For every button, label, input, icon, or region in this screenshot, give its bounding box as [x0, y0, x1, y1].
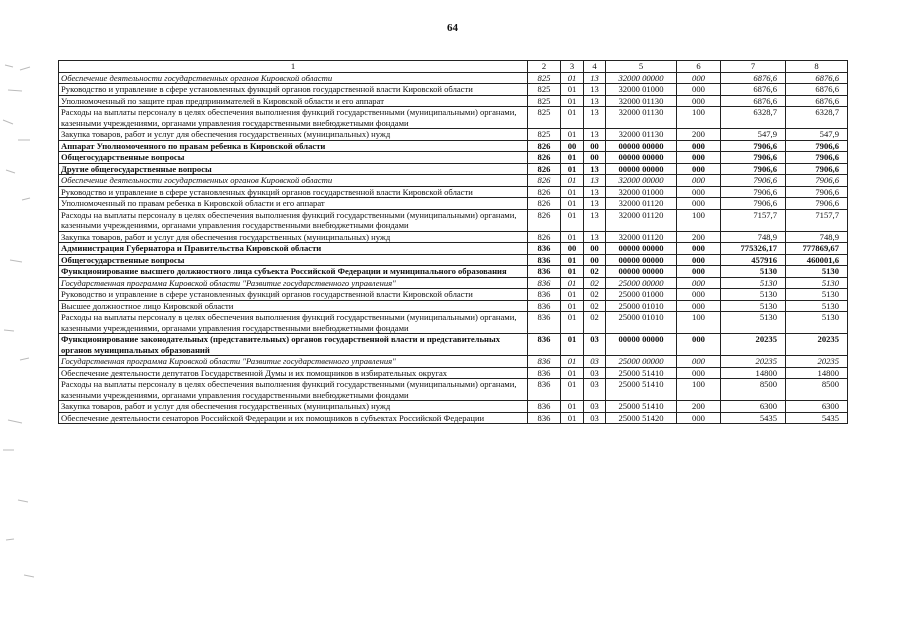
table-row	[59, 277, 848, 289]
subsection-code-cell: 00	[584, 152, 606, 164]
subsection-code-cell: 00	[584, 140, 606, 152]
header-cell: 8	[786, 61, 848, 73]
subsection-code-cell: 13	[584, 129, 606, 141]
table-row	[59, 152, 848, 164]
amount-year1-cell: 748,9	[721, 231, 786, 243]
target-article-cell: 32000 01120	[606, 198, 677, 210]
section-code-cell: 01	[561, 107, 584, 129]
item-name-cell: Общегосударственные вопросы	[59, 152, 528, 164]
item-name-cell: Закупка товаров, работ и услуг для обеспечения государственных (муниципальных) нужд	[59, 231, 528, 243]
subsection-code-cell: 03	[584, 412, 606, 424]
expense-type-cell: 100	[677, 107, 721, 129]
table-row	[59, 266, 848, 278]
ministry-code-cell: 836	[528, 254, 561, 266]
expense-type-cell: 000	[677, 334, 721, 356]
ministry-code-cell: 825	[528, 84, 561, 96]
section-code-cell: 01	[561, 277, 584, 289]
target-article-cell: 32000 01130	[606, 107, 677, 129]
item-name-cell: Администрация Губернатора и Правительства Кировской области	[59, 243, 528, 255]
section-code-cell: 01	[561, 266, 584, 278]
amount-year2-cell: 6328,7	[786, 107, 848, 129]
item-name-cell: Функционирование законодательных (представительных) органов государственной власти и представительных органов муниципальных образований	[59, 334, 528, 356]
table-row	[59, 72, 848, 84]
target-article-cell: 32000 01120	[606, 231, 677, 243]
amount-year2-cell: 5130	[786, 300, 848, 312]
expense-type-cell: 000	[677, 254, 721, 266]
ministry-code-cell: 836	[528, 243, 561, 255]
section-code-cell: 01	[561, 300, 584, 312]
target-article-cell: 25000 51410	[606, 401, 677, 413]
table-row	[59, 231, 848, 243]
section-code-cell: 01	[561, 412, 584, 424]
amount-year2-cell: 5130	[786, 289, 848, 301]
table-row	[59, 140, 848, 152]
header-cell: 7	[721, 61, 786, 73]
ministry-code-cell: 836	[528, 334, 561, 356]
table-row	[59, 312, 848, 334]
section-code-cell: 01	[561, 401, 584, 413]
expense-type-cell: 100	[677, 209, 721, 231]
subsection-code-cell: 02	[584, 266, 606, 278]
item-name-cell: Общегосударственные вопросы	[59, 254, 528, 266]
table-row	[59, 209, 848, 231]
amount-year1-cell: 5435	[721, 412, 786, 424]
section-code-cell: 00	[561, 140, 584, 152]
expense-type-cell: 000	[677, 356, 721, 368]
item-name-cell: Уполномоченный по правам ребенка в Кировской области и его аппарат	[59, 198, 528, 210]
table-row	[59, 412, 848, 424]
amount-year2-cell: 5130	[786, 312, 848, 334]
ministry-code-cell: 836	[528, 300, 561, 312]
amount-year1-cell: 7906,6	[721, 140, 786, 152]
target-article-cell: 25000 00000	[606, 356, 677, 368]
subsection-code-cell: 03	[584, 367, 606, 379]
section-code-cell: 01	[561, 84, 584, 96]
item-name-cell: Расходы на выплаты персоналу в целях обеспечения выполнения функций государственными (муниципальными) органами, казенными учреждениями, органами управления государственными внебюджетными фондами	[59, 312, 528, 334]
target-article-cell: 32000 01130	[606, 95, 677, 107]
section-code-cell: 01	[561, 254, 584, 266]
target-article-cell: 00000 00000	[606, 152, 677, 164]
item-name-cell: Государственная программа Кировской области "Развитие государственного управления"	[59, 356, 528, 368]
amount-year1-cell: 14800	[721, 367, 786, 379]
target-article-cell: 32000 01000	[606, 186, 677, 198]
ministry-code-cell: 825	[528, 129, 561, 141]
target-article-cell: 00000 00000	[606, 254, 677, 266]
subsection-code-cell: 13	[584, 175, 606, 187]
expense-type-cell: 000	[677, 289, 721, 301]
item-name-cell: Расходы на выплаты персоналу в целях обеспечения выполнения функций государственными (муниципальными) органами, казенными учреждениями, органами управления государственными внебюджетными фондами	[59, 209, 528, 231]
amount-year2-cell: 5130	[786, 266, 848, 278]
target-article-cell: 00000 00000	[606, 163, 677, 175]
table-row	[59, 401, 848, 413]
ministry-code-cell: 826	[528, 152, 561, 164]
subsection-code-cell: 00	[584, 254, 606, 266]
subsection-code-cell: 13	[584, 84, 606, 96]
section-code-cell: 01	[561, 334, 584, 356]
subsection-code-cell: 03	[584, 379, 606, 401]
section-code-cell: 01	[561, 95, 584, 107]
ministry-code-cell: 825	[528, 107, 561, 129]
amount-year2-cell: 7906,6	[786, 198, 848, 210]
table-row	[59, 175, 848, 187]
table-row	[59, 129, 848, 141]
amount-year2-cell: 7906,6	[786, 140, 848, 152]
amount-year1-cell: 7906,6	[721, 186, 786, 198]
subsection-code-cell: 13	[584, 231, 606, 243]
expense-type-cell: 000	[677, 412, 721, 424]
ministry-code-cell: 836	[528, 266, 561, 278]
item-name-cell: Другие общегосударственные вопросы	[59, 163, 528, 175]
amount-year2-cell: 547,9	[786, 129, 848, 141]
amount-year1-cell: 7906,6	[721, 152, 786, 164]
table-row	[59, 84, 848, 96]
amount-year1-cell: 5130	[721, 300, 786, 312]
subsection-code-cell: 02	[584, 300, 606, 312]
target-article-cell: 25000 01010	[606, 312, 677, 334]
amount-year2-cell: 7906,6	[786, 163, 848, 175]
target-article-cell: 25000 01010	[606, 300, 677, 312]
section-code-cell: 01	[561, 356, 584, 368]
ministry-code-cell: 826	[528, 140, 561, 152]
item-name-cell: Расходы на выплаты персоналу в целях обеспечения выполнения функций государственными (муниципальными) органами, казенными учреждениями, органами управления государственными внебюджетными фондами	[59, 379, 528, 401]
expense-type-cell: 000	[677, 95, 721, 107]
amount-year2-cell: 7157,7	[786, 209, 848, 231]
ministry-code-cell: 826	[528, 198, 561, 210]
table-row	[59, 95, 848, 107]
target-article-cell: 25000 01000	[606, 289, 677, 301]
budget-table	[58, 60, 848, 424]
amount-year2-cell: 460001,6	[786, 254, 848, 266]
expense-type-cell: 200	[677, 129, 721, 141]
ministry-code-cell: 825	[528, 72, 561, 84]
amount-year2-cell: 5130	[786, 277, 848, 289]
item-name-cell: Руководство и управление в сфере установленных функций органов государственной власти Кировской области	[59, 289, 528, 301]
amount-year1-cell: 6300	[721, 401, 786, 413]
amount-year1-cell: 20235	[721, 334, 786, 356]
section-code-cell: 01	[561, 312, 584, 334]
ministry-code-cell: 836	[528, 312, 561, 334]
subsection-code-cell: 03	[584, 356, 606, 368]
header-row	[59, 61, 848, 73]
ministry-code-cell: 826	[528, 231, 561, 243]
section-code-cell: 01	[561, 129, 584, 141]
section-code-cell: 01	[561, 367, 584, 379]
amount-year1-cell: 547,9	[721, 129, 786, 141]
expense-type-cell: 000	[677, 243, 721, 255]
subsection-code-cell: 13	[584, 95, 606, 107]
section-code-cell: 01	[561, 72, 584, 84]
header-cell: 5	[606, 61, 677, 73]
ministry-code-cell: 826	[528, 186, 561, 198]
amount-year2-cell: 7906,6	[786, 175, 848, 187]
header-cell: 3	[561, 61, 584, 73]
ministry-code-cell: 826	[528, 209, 561, 231]
table-row	[59, 254, 848, 266]
expense-type-cell: 000	[677, 72, 721, 84]
amount-year2-cell: 7906,6	[786, 152, 848, 164]
table-row	[59, 107, 848, 129]
target-article-cell: 32000 01000	[606, 84, 677, 96]
scan-noise-left	[0, 0, 58, 633]
table-row	[59, 334, 848, 356]
table-row	[59, 300, 848, 312]
amount-year1-cell: 20235	[721, 356, 786, 368]
amount-year1-cell: 7906,6	[721, 163, 786, 175]
item-name-cell: Обеспечение деятельности депутатов Государственной Думы и их помощников в избирательных округах	[59, 367, 528, 379]
item-name-cell: Государственная программа Кировской области "Развитие государственного управления"	[59, 277, 528, 289]
item-name-cell: Руководство и управление в сфере установленных функций органов государственной власти Кировской области	[59, 186, 528, 198]
ministry-code-cell: 826	[528, 163, 561, 175]
amount-year2-cell: 777869,67	[786, 243, 848, 255]
subsection-code-cell: 03	[584, 334, 606, 356]
ministry-code-cell: 825	[528, 95, 561, 107]
expense-type-cell: 000	[677, 367, 721, 379]
item-name-cell: Обеспечение деятельности сенаторов Российской Федерации и их помощников в субъектах Российской Федерации	[59, 412, 528, 424]
section-code-cell: 01	[561, 289, 584, 301]
ministry-code-cell: 836	[528, 401, 561, 413]
section-code-cell: 01	[561, 163, 584, 175]
expense-type-cell: 100	[677, 312, 721, 334]
expense-type-cell: 000	[677, 175, 721, 187]
subsection-code-cell: 03	[584, 401, 606, 413]
target-article-cell: 32000 01130	[606, 129, 677, 141]
amount-year2-cell: 8500	[786, 379, 848, 401]
amount-year2-cell: 5435	[786, 412, 848, 424]
amount-year1-cell: 7906,6	[721, 198, 786, 210]
item-name-cell: Уполномоченный по защите прав предпринимателей в Кировской области и его аппарат	[59, 95, 528, 107]
amount-year1-cell: 6876,6	[721, 84, 786, 96]
table-row	[59, 243, 848, 255]
amount-year2-cell: 6876,6	[786, 95, 848, 107]
target-article-cell: 32000 00000	[606, 72, 677, 84]
subsection-code-cell: 13	[584, 198, 606, 210]
target-article-cell: 00000 00000	[606, 334, 677, 356]
ministry-code-cell: 836	[528, 379, 561, 401]
expense-type-cell: 000	[677, 300, 721, 312]
amount-year1-cell: 6876,6	[721, 95, 786, 107]
expense-type-cell: 000	[677, 186, 721, 198]
target-article-cell: 25000 00000	[606, 277, 677, 289]
item-name-cell: Закупка товаров, работ и услуг для обеспечения государственных (муниципальных) нужд	[59, 401, 528, 413]
expense-type-cell: 000	[677, 266, 721, 278]
target-article-cell: 32000 01120	[606, 209, 677, 231]
table-row	[59, 356, 848, 368]
ministry-code-cell: 836	[528, 412, 561, 424]
ministry-code-cell: 836	[528, 289, 561, 301]
header-cell: 1	[59, 61, 528, 73]
item-name-cell: Расходы на выплаты персоналу в целях обеспечения выполнения функций государственными (муниципальными) органами, казенными учреждениями, органами управления государственными внебюджетными фондами	[59, 107, 528, 129]
subsection-code-cell: 13	[584, 107, 606, 129]
item-name-cell: Аппарат Уполномоченного по правам ребенка в Кировской области	[59, 140, 528, 152]
header-cell: 4	[584, 61, 606, 73]
amount-year1-cell: 5130	[721, 312, 786, 334]
amount-year2-cell: 6876,6	[786, 72, 848, 84]
item-name-cell: Высшее должностное лицо Кировской области	[59, 300, 528, 312]
section-code-cell: 01	[561, 152, 584, 164]
amount-year1-cell: 457916	[721, 254, 786, 266]
section-code-cell: 01	[561, 175, 584, 187]
expense-type-cell: 000	[677, 152, 721, 164]
amount-year1-cell: 5130	[721, 277, 786, 289]
amount-year1-cell: 5130	[721, 289, 786, 301]
table-row	[59, 198, 848, 210]
page-number: 64	[447, 22, 458, 34]
item-name-cell: Обеспечение деятельности государственных органов Кировской области	[59, 175, 528, 187]
amount-year1-cell: 775326,17	[721, 243, 786, 255]
target-article-cell: 32000 00000	[606, 175, 677, 187]
amount-year1-cell: 5130	[721, 266, 786, 278]
item-name-cell: Руководство и управление в сфере установленных функций органов государственной власти Кировской области	[59, 84, 528, 96]
subsection-code-cell: 02	[584, 312, 606, 334]
item-name-cell: Функционирование высшего должностного лица субъекта Российской Федерации и муниципального образования	[59, 266, 528, 278]
table-row	[59, 186, 848, 198]
subsection-code-cell: 02	[584, 289, 606, 301]
amount-year1-cell: 8500	[721, 379, 786, 401]
amount-year2-cell: 14800	[786, 367, 848, 379]
amount-year1-cell: 7157,7	[721, 209, 786, 231]
amount-year2-cell: 20235	[786, 356, 848, 368]
target-article-cell: 00000 00000	[606, 140, 677, 152]
section-code-cell: 01	[561, 209, 584, 231]
ministry-code-cell: 836	[528, 277, 561, 289]
subsection-code-cell: 13	[584, 186, 606, 198]
target-article-cell: 00000 00000	[606, 266, 677, 278]
amount-year2-cell: 7906,6	[786, 186, 848, 198]
ministry-code-cell: 836	[528, 356, 561, 368]
amount-year2-cell: 6300	[786, 401, 848, 413]
item-name-cell: Закупка товаров, работ и услуг для обеспечения государственных (муниципальных) нужд	[59, 129, 528, 141]
expense-type-cell: 100	[677, 379, 721, 401]
header-cell: 2	[528, 61, 561, 73]
ministry-code-cell: 836	[528, 367, 561, 379]
amount-year1-cell: 6328,7	[721, 107, 786, 129]
table-row	[59, 163, 848, 175]
amount-year2-cell: 748,9	[786, 231, 848, 243]
subsection-code-cell: 13	[584, 72, 606, 84]
target-article-cell: 25000 51410	[606, 367, 677, 379]
expense-type-cell: 000	[677, 277, 721, 289]
target-article-cell: 00000 00000	[606, 243, 677, 255]
section-code-cell: 01	[561, 231, 584, 243]
amount-year2-cell: 20235	[786, 334, 848, 356]
target-article-cell: 25000 51410	[606, 379, 677, 401]
subsection-code-cell: 13	[584, 209, 606, 231]
expense-type-cell: 000	[677, 163, 721, 175]
expense-type-cell: 000	[677, 84, 721, 96]
header-cell: 6	[677, 61, 721, 73]
subsection-code-cell: 13	[584, 163, 606, 175]
section-code-cell: 01	[561, 379, 584, 401]
table-row	[59, 379, 848, 401]
subsection-code-cell: 00	[584, 243, 606, 255]
expense-type-cell: 200	[677, 401, 721, 413]
expense-type-cell: 000	[677, 198, 721, 210]
expense-type-cell: 000	[677, 140, 721, 152]
section-code-cell: 01	[561, 198, 584, 210]
subsection-code-cell: 02	[584, 277, 606, 289]
ministry-code-cell: 826	[528, 175, 561, 187]
section-code-cell: 00	[561, 243, 584, 255]
target-article-cell: 25000 51420	[606, 412, 677, 424]
amount-year2-cell: 6876,6	[786, 84, 848, 96]
table-row	[59, 367, 848, 379]
expense-type-cell: 200	[677, 231, 721, 243]
amount-year1-cell: 7906,6	[721, 175, 786, 187]
table-row	[59, 289, 848, 301]
item-name-cell: Обеспечение деятельности государственных органов Кировской области	[59, 72, 528, 84]
section-code-cell: 01	[561, 186, 584, 198]
amount-year1-cell: 6876,6	[721, 72, 786, 84]
